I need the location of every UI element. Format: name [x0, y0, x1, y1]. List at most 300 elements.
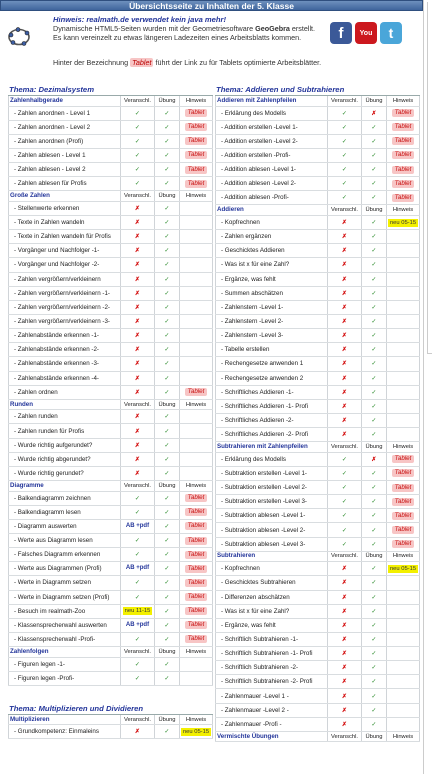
exercise-link[interactable]: - Tabelle erstellen: [215, 343, 328, 356]
table-row: [215, 689, 420, 703]
veranschaulichung-cell: [121, 216, 155, 229]
tablet-link[interactable]: Tablet: [185, 151, 208, 159]
check-icon: ✓: [371, 621, 377, 629]
exercise-link[interactable]: - Besuch im realmath-Zoo: [8, 605, 121, 618]
check-icon: ✓: [134, 166, 141, 174]
check-icon: ✓: [341, 123, 348, 131]
hinweis-cell: [180, 520, 213, 533]
section-header-row: [8, 191, 213, 202]
veranschaulichung-cell: [328, 400, 362, 413]
col-header-hinweis: Hinweis: [180, 191, 213, 201]
hinweis-cell: [387, 428, 420, 441]
tablet-link[interactable]: Tablet: [392, 137, 415, 145]
col-header-uebung: Übung: [362, 96, 387, 106]
check-icon: ✓: [134, 123, 141, 131]
hinweis-cell: [180, 315, 213, 328]
uebung-cell: [155, 357, 180, 370]
exercise-link[interactable]: - Diagramm auswerten: [8, 520, 121, 533]
check-icon: ✓: [164, 579, 170, 587]
veranschaulichung-cell: [328, 372, 362, 385]
check-icon: ✓: [371, 318, 377, 326]
table-row: [215, 372, 420, 386]
tablet-link[interactable]: Tablet: [392, 151, 415, 159]
exercise-link[interactable]: - Grundkompetenz: Einmaleins: [8, 725, 121, 738]
exercise-link[interactable]: - Addition erstellen -Profi-: [215, 149, 328, 162]
tablet-link[interactable]: Tablet: [392, 484, 415, 492]
exercise-link[interactable]: - Texte in Zahlen wandeln: [8, 216, 121, 229]
table-row: [215, 400, 420, 414]
cross-icon: ✗: [134, 318, 141, 326]
exercise-link[interactable]: - Addition erstellen -Level 2-: [215, 135, 328, 148]
table-row: [215, 343, 420, 357]
check-icon: ✓: [164, 374, 170, 382]
page-title: Übersichtsseite zu Inhalten der 5. Klasse: [0, 0, 423, 11]
veranschaulichung-cell: [121, 202, 155, 215]
hinweis-cell: [180, 273, 213, 286]
exercise-link[interactable]: - Geschicktes Subtrahieren: [215, 576, 328, 589]
cross-icon: ✗: [134, 388, 141, 396]
tablet-link[interactable]: Tablet: [392, 166, 415, 174]
uebung-cell: [155, 273, 180, 286]
tablet-link[interactable]: Tablet: [392, 512, 415, 520]
cross-icon: ✗: [341, 664, 348, 672]
check-icon: ✓: [164, 166, 170, 174]
exercise-link[interactable]: - Zahlenmauer -Level 2 -: [215, 704, 328, 717]
check-icon: ✓: [134, 151, 141, 159]
check-icon: ✓: [164, 289, 170, 297]
table-row: [215, 509, 420, 523]
cross-icon: ✗: [341, 402, 348, 410]
uebung-cell: [155, 230, 180, 243]
exercise-link[interactable]: - Werte aus Diagramm lesen: [8, 534, 121, 547]
exercise-link[interactable]: - Werte in Diagramm setzen: [8, 576, 121, 589]
hinweis-cell: [180, 135, 213, 148]
section-title: Zahlenfolgen: [8, 647, 121, 657]
tablet-link[interactable]: Tablet: [185, 123, 208, 131]
tablet-link[interactable]: Tablet: [185, 635, 208, 643]
exercise-link[interactable]: - Wurde richtig abgerundet?: [8, 453, 121, 466]
table-row: [215, 244, 420, 258]
tablet-link[interactable]: Tablet: [185, 180, 208, 188]
table-row: [8, 386, 213, 400]
hinweis-cell: [180, 410, 213, 423]
tablet-link[interactable]: Tablet: [185, 137, 208, 145]
exercise-link[interactable]: - Figuren legen -1-: [8, 658, 121, 671]
tablet-link[interactable]: Tablet: [185, 522, 208, 530]
uebung-cell: [362, 258, 387, 271]
veranschaulichung-cell: [121, 315, 155, 328]
hinweis-cell: [180, 343, 213, 356]
ab-pdf-link[interactable]: AB +pdf: [125, 522, 150, 529]
ab-pdf-link[interactable]: AB +pdf: [125, 621, 150, 628]
table-row: [215, 149, 420, 163]
section-title: Diagramme: [8, 481, 121, 491]
col-header-hinweis: Hinweis: [180, 96, 213, 106]
check-icon: ✓: [371, 261, 377, 269]
veranschaulichung-cell: [328, 315, 362, 328]
hinweis-cell: [180, 202, 213, 215]
cross-icon: ✗: [134, 360, 141, 368]
uebung-cell: [155, 329, 180, 342]
hinweis-cell: [180, 177, 213, 190]
hinweis-cell: [387, 689, 420, 702]
veranschaulichung-cell: [328, 177, 362, 190]
table-row: [215, 414, 420, 428]
tablet-link[interactable]: Tablet: [392, 526, 415, 534]
hinweis-cell: [387, 718, 420, 731]
exercise-link[interactable]: - Zahlenabstände erkennen -3-: [8, 357, 121, 370]
veranschaulichung-cell: [328, 689, 362, 702]
check-icon: ✓: [164, 728, 170, 736]
exercise-link[interactable]: - Addition ablesen -Level 2-: [215, 177, 328, 190]
hinweis-cell: [180, 329, 213, 342]
tablet-link[interactable]: Tablet: [392, 109, 415, 117]
hinweis-cell: [180, 163, 213, 176]
exercise-link[interactable]: - Rechengesetze anwenden 1: [215, 357, 328, 370]
check-icon: ✓: [371, 720, 377, 728]
uebung-cell: [155, 672, 180, 685]
section-header-row: [215, 442, 420, 453]
col-header-veranschaulichung: Veranschl.: [121, 715, 155, 725]
exercise-link[interactable]: - Wurde richtig gerundet?: [8, 467, 121, 480]
exercise-link[interactable]: - Ergänze, was fehlt: [215, 273, 328, 286]
section-title: Große Zahlen: [8, 191, 121, 201]
exercise-link[interactable]: - Subtraktion erstellen -Level 2-: [215, 481, 328, 494]
check-icon: ✓: [164, 219, 170, 227]
section-title: Runden: [8, 400, 121, 410]
exercise-link[interactable]: - Subtraktion ablesen -Level 2-: [215, 523, 328, 536]
exercise-link[interactable]: - Werte aus Diagrammen (Profi): [8, 562, 121, 575]
cross-icon: ✗: [134, 374, 141, 382]
exercise-link[interactable]: - Differenzen abschätzen: [215, 591, 328, 604]
exercise-link[interactable]: - Zahlen vergrößern/verkleinern: [8, 273, 121, 286]
ab-pdf-link[interactable]: AB +pdf: [125, 565, 150, 572]
exercise-link[interactable]: - Subtraktion erstellen -Level 1-: [215, 467, 328, 480]
tablet-link[interactable]: Tablet: [185, 388, 208, 396]
table-row: [8, 439, 213, 453]
exercise-link[interactable]: - Stellenwerte erkennen: [8, 202, 121, 215]
uebung-cell: [362, 576, 387, 589]
uebung-cell: [362, 372, 387, 385]
exercise-link[interactable]: - Zahlen ordnen: [8, 386, 121, 399]
exercise-link[interactable]: - Schriftliches Addieren -1-: [215, 386, 328, 399]
cross-icon: ✗: [134, 728, 141, 736]
veranschaulichung-cell: [328, 633, 362, 646]
exercise-link[interactable]: - Vorgänger und Nachfolger -2-: [8, 258, 121, 271]
exercise-link[interactable]: - Kopfrechnen: [215, 562, 328, 575]
section-header-row: [215, 96, 420, 107]
table-row: [215, 163, 420, 177]
hinweis-cell: [387, 704, 420, 717]
exercise-link[interactable]: - Zahlen anordnen (Profi): [8, 135, 121, 148]
cross-icon: ✗: [341, 247, 348, 255]
col-header-uebung: Übung: [155, 96, 180, 106]
hinweis-cell: [180, 258, 213, 271]
exercise-link[interactable]: - Zahlenstern -Level 3-: [215, 329, 328, 342]
section-header-row: [8, 647, 213, 658]
uebung-cell: [362, 216, 387, 229]
tablet-link[interactable]: Tablet: [185, 109, 208, 117]
tablet-link[interactable]: Tablet: [185, 494, 208, 502]
exercise-link[interactable]: - Falsches Diagramm erkennen: [8, 548, 121, 561]
section-title: Vermischte Übungen: [215, 732, 328, 742]
col-header-hinweis: Hinweis: [387, 442, 420, 452]
table-row: [8, 534, 213, 548]
check-icon: ✓: [371, 374, 377, 382]
table-row: [8, 343, 213, 357]
exercise-link[interactable]: - Schriftliches Addieren -2-: [215, 414, 328, 427]
hinweis-cell: [180, 492, 213, 505]
col-header-hinweis: Hinweis: [387, 732, 420, 742]
uebung-cell: [362, 562, 387, 575]
exercise-link[interactable]: - Klassensprecherwahl -Profi-: [8, 633, 121, 646]
exercise-link[interactable]: - Subtraktion ablesen -Level 3-: [215, 538, 328, 551]
exercise-link[interactable]: - Rechengesetze anwenden 2: [215, 372, 328, 385]
exercise-link[interactable]: - Zahlen runden für Profis: [8, 424, 121, 437]
exercise-link[interactable]: - Schriftliches Addieren -1- Profi: [215, 400, 328, 413]
tablet-link[interactable]: Tablet: [392, 498, 415, 506]
hinweis-cell: [387, 301, 420, 314]
exercise-link[interactable]: - Zahlen ablesen - Level 2: [8, 163, 121, 176]
exercise-link[interactable]: - Schriftlich Subtrahieren -1-: [215, 633, 328, 646]
exercise-link[interactable]: - Summen abschätzen: [215, 287, 328, 300]
veranschaulichung-cell: [328, 216, 362, 229]
scrollbar[interactable]: [424, 0, 433, 774]
uebung-cell: [155, 163, 180, 176]
check-icon: ✓: [164, 469, 170, 477]
exercise-link[interactable]: - Zahlen vergrößern/verkleinern -2-: [8, 301, 121, 314]
uebung-cell: [362, 357, 387, 370]
exercise-link[interactable]: - Schriftlich Subtrahieren -1- Profi: [215, 647, 328, 660]
tablet-link[interactable]: Tablet: [185, 508, 208, 516]
hinweis-cell: [387, 605, 420, 618]
exercise-link[interactable]: - Schriftliches Addieren -2- Profi: [215, 428, 328, 441]
exercise-link[interactable]: - Was ist x für eine Zahl?: [215, 258, 328, 271]
exercise-link[interactable]: - Schriftlich Subtrahieren -2- Profi: [215, 675, 328, 688]
exercise-link[interactable]: - Geschicktes Addieren: [215, 244, 328, 257]
exercise-link[interactable]: - Figuren legen -Profi-: [8, 672, 121, 685]
hinweis-cell: [387, 481, 420, 494]
cross-icon: ✗: [134, 441, 141, 449]
exercise-link[interactable]: - Zahlen vergrößern/verkleinern -1-: [8, 287, 121, 300]
info-box: [3, 11, 420, 71]
table-row: [215, 121, 420, 135]
check-icon: ✓: [164, 621, 170, 629]
tablet-link[interactable]: Tablet: [185, 621, 208, 629]
uebung-cell: [362, 177, 387, 190]
exercise-link[interactable]: - Was ist x für eine Zahl?: [215, 605, 328, 618]
table-row: [215, 675, 420, 689]
check-icon: ✓: [341, 151, 348, 159]
hinweis-cell: [387, 675, 420, 688]
exercise-link[interactable]: - Addition ablesen -Level 1-: [215, 163, 328, 176]
check-icon: ✓: [371, 706, 377, 714]
table-row: [215, 718, 420, 732]
hinweis-cell: [180, 605, 213, 618]
exercise-link[interactable]: - Zahlenstern -Level 2-: [215, 315, 328, 328]
exercise-link[interactable]: - Zahlen ergänzen: [215, 230, 328, 243]
exercise-link[interactable]: - Zahlenstern -Level 1-: [215, 301, 328, 314]
uebung-cell: [362, 495, 387, 508]
veranschaulichung-cell: [328, 718, 362, 731]
hinweis-cell: [180, 534, 213, 547]
veranschaulichung-cell: [328, 230, 362, 243]
uebung-cell: [155, 149, 180, 162]
section-title: Addieren: [215, 205, 328, 215]
theme-title: Thema: Addieren und Subtrahieren: [216, 85, 345, 94]
exercise-link[interactable]: - Zahlenmauer -Level 1 -: [215, 689, 328, 702]
veranschaulichung-cell: [328, 329, 362, 342]
tablet-link[interactable]: Tablet: [185, 537, 208, 545]
veranschaulichung-cell: [121, 520, 155, 533]
cross-icon: ✗: [341, 431, 348, 439]
veranschaulichung-cell: [328, 467, 362, 480]
col-header-uebung: Übung: [362, 732, 387, 742]
tablet-link[interactable]: Tablet: [392, 540, 415, 548]
table-row: [215, 481, 420, 495]
uebung-cell: [362, 135, 387, 148]
cross-icon: ✗: [341, 565, 348, 573]
hinweis-cell: [180, 576, 213, 589]
tablet-link[interactable]: Tablet: [185, 565, 208, 573]
check-icon: ✓: [134, 137, 141, 145]
veranschaulichung-cell: [328, 661, 362, 674]
cross-icon: ✗: [341, 579, 348, 587]
tablet-link[interactable]: Tablet: [392, 455, 415, 463]
veranschaulichung-cell: [328, 244, 362, 257]
hinweis-cell: [180, 658, 213, 671]
veranschaulichung-cell: [121, 439, 155, 452]
tablet-link[interactable]: Tablet: [392, 123, 415, 131]
uebung-cell: [155, 216, 180, 229]
table-row: [215, 453, 420, 467]
exercise-link[interactable]: - Zahlen runden: [8, 410, 121, 423]
hinweis-cell: [387, 633, 420, 646]
table-row: [8, 633, 213, 647]
hinweis-cell: [387, 177, 420, 190]
tablet-link[interactable]: Tablet: [392, 469, 415, 477]
veranschaulichung-cell: [328, 647, 362, 660]
exercise-link[interactable]: - Zahlen vergrößern/verkleinern -3-: [8, 315, 121, 328]
exercise-link[interactable]: - Zahlenabstände erkennen -1-: [8, 329, 121, 342]
hinweis-cell: [180, 633, 213, 646]
exercise-link[interactable]: - Zahlen anordnen - Level 2: [8, 121, 121, 134]
exercise-link[interactable]: - Texte in Zahlen wandeln für Profis: [8, 230, 121, 243]
facebook-icon[interactable]: f: [330, 22, 352, 44]
veranschaulichung-cell: [121, 672, 155, 685]
exercise-link[interactable]: - Ergänze, was fehlt: [215, 619, 328, 632]
twitter-icon[interactable]: t: [380, 22, 402, 44]
veranschaulichung-cell: [328, 301, 362, 314]
check-icon: ✓: [164, 565, 170, 573]
check-icon: ✓: [164, 522, 170, 530]
check-icon: ✓: [164, 247, 170, 255]
exercise-link[interactable]: - Klassensprecherwahl auswerten: [8, 619, 121, 632]
exercise-link[interactable]: - Zahlenabstände erkennen -4-: [8, 372, 121, 385]
exercise-link[interactable]: - Erklärung des Modells: [215, 107, 328, 120]
veranschaulichung-cell: [328, 523, 362, 536]
check-icon: ✓: [371, 247, 377, 255]
veranschaulichung-cell: [121, 576, 155, 589]
exercise-link[interactable]: - Vorgänger und Nachfolger -1-: [8, 244, 121, 257]
col-header-veranschaulichung: Veranschl.: [328, 205, 362, 215]
tablet-link[interactable]: Tablet: [185, 593, 208, 601]
uebung-cell: [362, 591, 387, 604]
tablet-link[interactable]: Tablet: [392, 180, 415, 188]
table-row: [215, 258, 420, 272]
tablet-link[interactable]: Tablet: [185, 607, 208, 615]
exercise-link[interactable]: - Zahlen anordnen - Level 1: [8, 107, 121, 120]
exercise-link[interactable]: - Kopfrechnen: [215, 216, 328, 229]
exercise-link[interactable]: - Zahlen ablesen - Level 1: [8, 149, 121, 162]
topic-table: [215, 95, 420, 742]
tablet-link[interactable]: Tablet: [185, 551, 208, 559]
exercise-link[interactable]: - Werte in Diagramm setzen (Profi): [8, 591, 121, 604]
cross-icon: ✗: [341, 692, 348, 700]
veranschaulichung-cell: [328, 357, 362, 370]
tablet-link[interactable]: Tablet: [392, 194, 415, 202]
veranschaulichung-cell: [121, 453, 155, 466]
uebung-cell: [362, 163, 387, 176]
exercise-link[interactable]: - Addition erstellen -Level 1-: [215, 121, 328, 134]
veranschaulichung-cell: [121, 562, 155, 575]
exercise-link[interactable]: - Subtraktion erstellen -Level 3-: [215, 495, 328, 508]
col-header-uebung: Übung: [362, 552, 387, 562]
exercise-link[interactable]: - Wurde richtig aufgerundet?: [8, 439, 121, 452]
veranschaulichung-cell: [328, 453, 362, 466]
check-icon: ✓: [164, 275, 170, 283]
check-icon: ✓: [164, 303, 170, 311]
table-row: [215, 301, 420, 315]
exercise-link[interactable]: - Subtraktion ablesen -Level 1-: [215, 509, 328, 522]
uebung-cell: [362, 523, 387, 536]
table-row: [8, 605, 213, 619]
uebung-cell: [362, 647, 387, 660]
exercise-link[interactable]: - Balkendiagramm lesen: [8, 506, 121, 519]
exercise-link[interactable]: - Schriftlich Subtrahieren -2-: [215, 661, 328, 674]
check-icon: ✓: [371, 233, 377, 241]
check-icon: ✓: [164, 660, 170, 668]
table-row: [8, 230, 213, 244]
exercise-link[interactable]: - Zahlen ablesen für Profis: [8, 177, 121, 190]
hinweis-cell: [387, 661, 420, 674]
uebung-cell: [155, 135, 180, 148]
veranschaulichung-cell: [328, 386, 362, 399]
check-icon: ✓: [164, 233, 170, 241]
uebung-cell: [155, 258, 180, 271]
check-icon: ✓: [371, 526, 377, 534]
exercise-link[interactable]: - Addition ablesen -Profi-: [215, 191, 328, 204]
uebung-cell: [362, 605, 387, 618]
youtube-icon[interactable]: You: [355, 22, 377, 44]
check-icon: ✓: [371, 692, 377, 700]
exercise-link[interactable]: - Balkendiagramm zeichnen: [8, 492, 121, 505]
tablet-link[interactable]: Tablet: [185, 579, 208, 587]
exercise-link[interactable]: - Erklärung des Modells: [215, 453, 328, 466]
cross-icon: ✗: [341, 332, 348, 340]
exercise-link[interactable]: - Zahlenabstände erkennen -2-: [8, 343, 121, 356]
veranschaulichung-cell: [121, 149, 155, 162]
cross-icon: ✗: [134, 289, 141, 297]
veranschaulichung-cell: [121, 244, 155, 257]
hinweis-cell: [387, 357, 420, 370]
veranschaulichung-cell: [121, 658, 155, 671]
hinweis-cell: [387, 287, 420, 300]
exercise-link[interactable]: - Zahlenmauer -Profi -: [215, 718, 328, 731]
tablet-link[interactable]: Tablet: [185, 166, 208, 174]
uebung-cell: [362, 287, 387, 300]
check-icon: ✓: [134, 109, 141, 117]
